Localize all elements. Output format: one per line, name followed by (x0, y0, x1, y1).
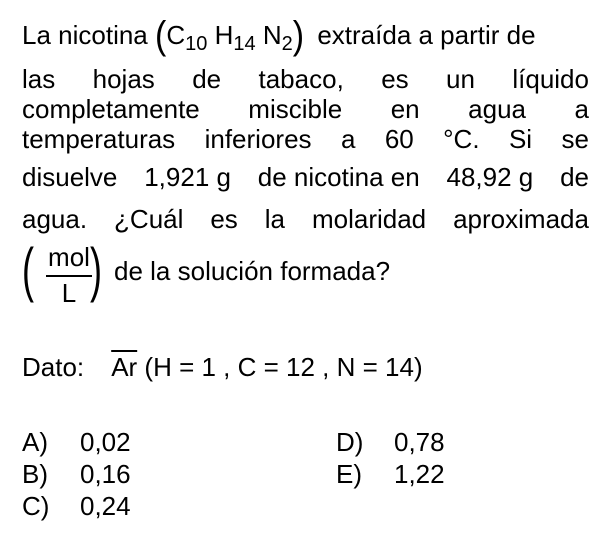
line1-end: extraída a partir de (317, 20, 536, 50)
option-e[interactable]: E) 1,22 (336, 459, 445, 489)
dato-line (22, 352, 423, 382)
unit-fraction (18, 238, 108, 308)
line1-start: La nicotina (22, 20, 148, 50)
dato-values: (H = 1 , C = 12 , N = 14) (144, 352, 423, 382)
question-line-2: las hojas de tabaco, es un líquido (22, 64, 589, 94)
option-a[interactable]: A) 0,02 (22, 427, 131, 457)
atomic-mass-symbol: $\overline{Ar}$ (111, 352, 138, 382)
option-d[interactable]: D) 0,78 (336, 427, 445, 457)
question-line-4: temperaturas inferiores a 60 °C. Si se (22, 124, 589, 154)
option-c[interactable]: C) 0,24 (22, 491, 131, 521)
fraction-bar (46, 275, 92, 277)
question-line-7-tail: de la solución formada? (114, 256, 391, 286)
dato-label: Dato: (22, 352, 85, 382)
question-line-3: completamente miscible en agua a (22, 94, 589, 124)
left-paren: ( (21, 236, 34, 303)
right-paren: ) (89, 236, 102, 303)
unit-numerator: mol (48, 242, 90, 272)
option-b[interactable]: B) 0,16 (22, 459, 131, 489)
formula-nicotine: ($C_{10}$ $H_{14}$ $N_2$) (155, 14, 305, 58)
question-line-6: agua. ¿Cuál es la molaridad aproximada (22, 204, 589, 234)
question-line-1 (22, 14, 536, 58)
unit-denominator: L (61, 278, 77, 308)
question-line-5: disuelve 1,921 g de nicotina en 48,92 g de (22, 162, 589, 192)
